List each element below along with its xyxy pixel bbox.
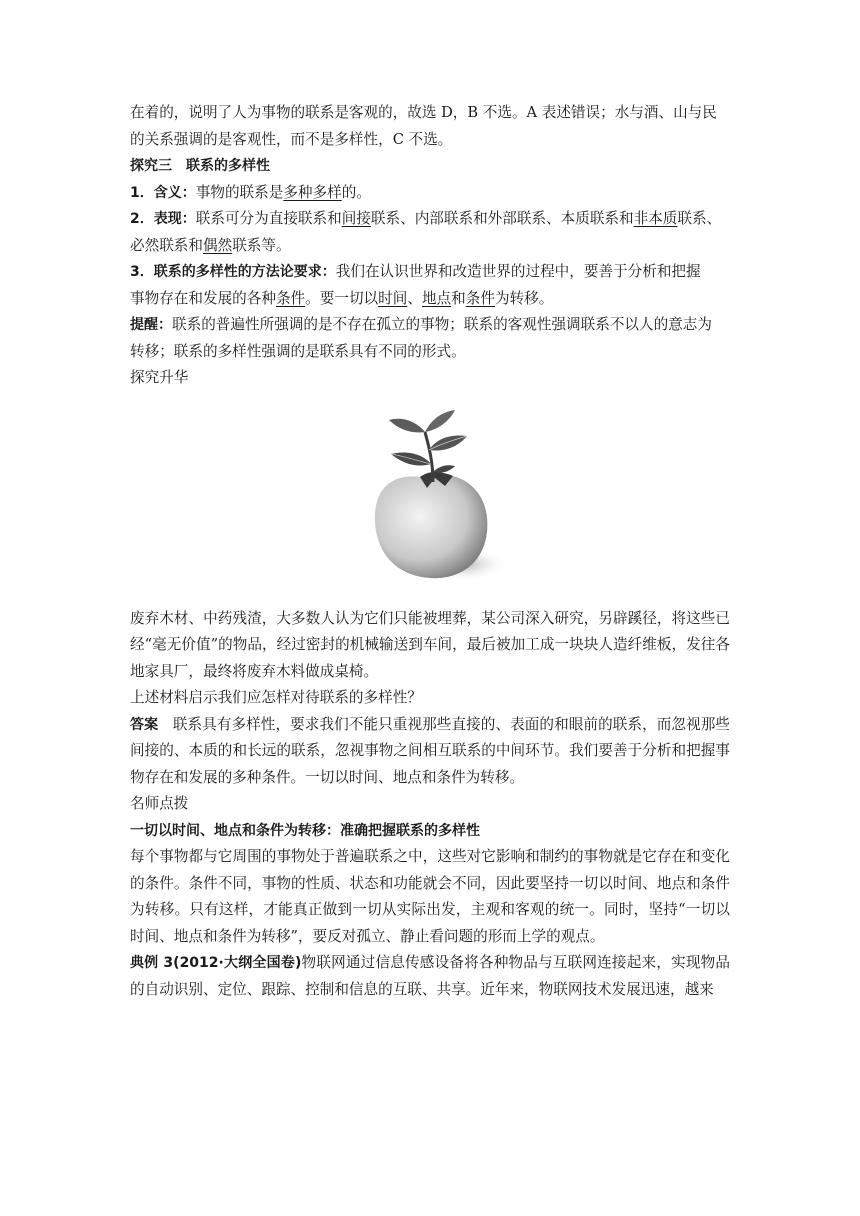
blank-answer: 时间	[378, 289, 408, 307]
item-methodology	[130, 259, 730, 312]
item-label: 2．表现：	[130, 211, 196, 227]
item-meaning	[130, 180, 730, 207]
item-text: 联系、内部联系和外部联系、本质联系和	[370, 210, 634, 227]
seedling-in-eggshell-icon	[345, 402, 515, 592]
teacher-body: 每个事物都与它周围的事物处于普遍联系之中，这些对它影响和制约的事物就是它存在和变化的条件。条件不同，事物的性质、状态和功能就会不同，因此要坚持一切以时间、地点和条件为转移。只有这样，才能真正做到一切从实际出发，主观和客观的统一。同时，坚持“一切以时间、地点和条件为转移”，要反对孤立、静止看问题的形而上学的观点。	[130, 848, 730, 945]
upgrade-title: 探究升华	[130, 369, 189, 386]
tip-text: 转移；联系的多样性强调的是联系具有不同的形式。	[130, 342, 466, 360]
item-label: 3．联系的多样性的方法论要求：	[130, 264, 336, 280]
tip-text: 联系的普遍性所强调的是不存在孤立的事物；联系的客观性强调联系不以人的意志为	[172, 316, 712, 333]
intro-line-2: 的关系强调的是客观性，而不是多样性，C 不选。	[130, 130, 453, 148]
blank-answer: 条件	[465, 289, 495, 307]
blank-answer: 非本质	[633, 210, 678, 227]
blank-answer: 间接	[341, 210, 371, 227]
teacher-title: 名师点拨	[130, 795, 189, 812]
item-text: 联系可分为直接联系和	[195, 210, 342, 227]
intro-line-1: 在着的，说明了人为事物的联系是客观的，故选 D，B 不选。A 表述错误；水与酒、山与民	[130, 104, 717, 121]
item-text: 、	[407, 289, 422, 307]
answer-text: 联系具有多样性，要求我们不能只重视那些直接的、表面的和眼前的联系，而忽视那些间接的、本质的和长远的联系，忽视事物之间相互联系的中间环节。我们要善于分析和把握事物存在和发展的多种条件。一切以时间、地点和条件为转移。	[130, 715, 731, 786]
seedling-figure	[130, 402, 730, 592]
blank-answer: 偶然	[202, 236, 233, 254]
document-page	[130, 100, 730, 1003]
item-text: 和	[451, 289, 466, 307]
item-text: 事物的联系是	[195, 183, 284, 201]
item-label: 1．含义：	[130, 184, 196, 201]
answer-label: 答案	[130, 716, 159, 733]
item-text: 事物存在和发展的各种	[130, 289, 276, 307]
example-paragraph	[130, 950, 730, 1003]
item-text: 联系等。	[232, 236, 291, 254]
item-text: 。要一切以	[305, 289, 379, 307]
blank-answer: 地点	[421, 289, 452, 307]
section-title: 探究三 联系的多样性	[130, 158, 270, 174]
item-text: 的。	[341, 183, 371, 201]
example-source: (2012·大纲全国卷)	[173, 955, 302, 971]
example-label: 典例 3	[130, 955, 174, 971]
tip-label: 提醒：	[130, 317, 172, 333]
tip-paragraph	[130, 312, 730, 365]
teacher-heading: 一切以时间、地点和条件为转移：准确把握联系的多样性	[130, 822, 480, 839]
answer-paragraph	[130, 712, 730, 792]
item-text: 为转移。	[494, 289, 554, 307]
item-text: 我们在认识世界和改造世界的过程中，要善于分析和把握	[335, 263, 701, 280]
blank-answer: 多种多样	[283, 183, 342, 201]
example-text: 物联网通过信息传感设备将各种物品与互联网连接起来，实现物品的自动识别、定位、跟踪、控制和信息的互联、共享。近年来，物联网技术发展迅速，越来	[130, 954, 730, 998]
item-text: 联系、	[677, 210, 722, 227]
item-text: 必然联系和	[130, 236, 203, 254]
blank-answer: 条件	[275, 289, 306, 307]
item-manifestation	[130, 206, 730, 259]
material-paragraph: 废弃木材、中药残渣，大多数人认为它们只能被埋葬，某公司深入研究，另辟蹊径，将这些已经“毫无价值”的物品，经过密封的机械输送到车间，最后被加工成一块块人造纤维板，发往各地家具厂，最终将废弃木料做成桌椅。	[130, 609, 730, 680]
question-paragraph: 上述材料启示我们应怎样对待联系的多样性？	[130, 689, 422, 706]
